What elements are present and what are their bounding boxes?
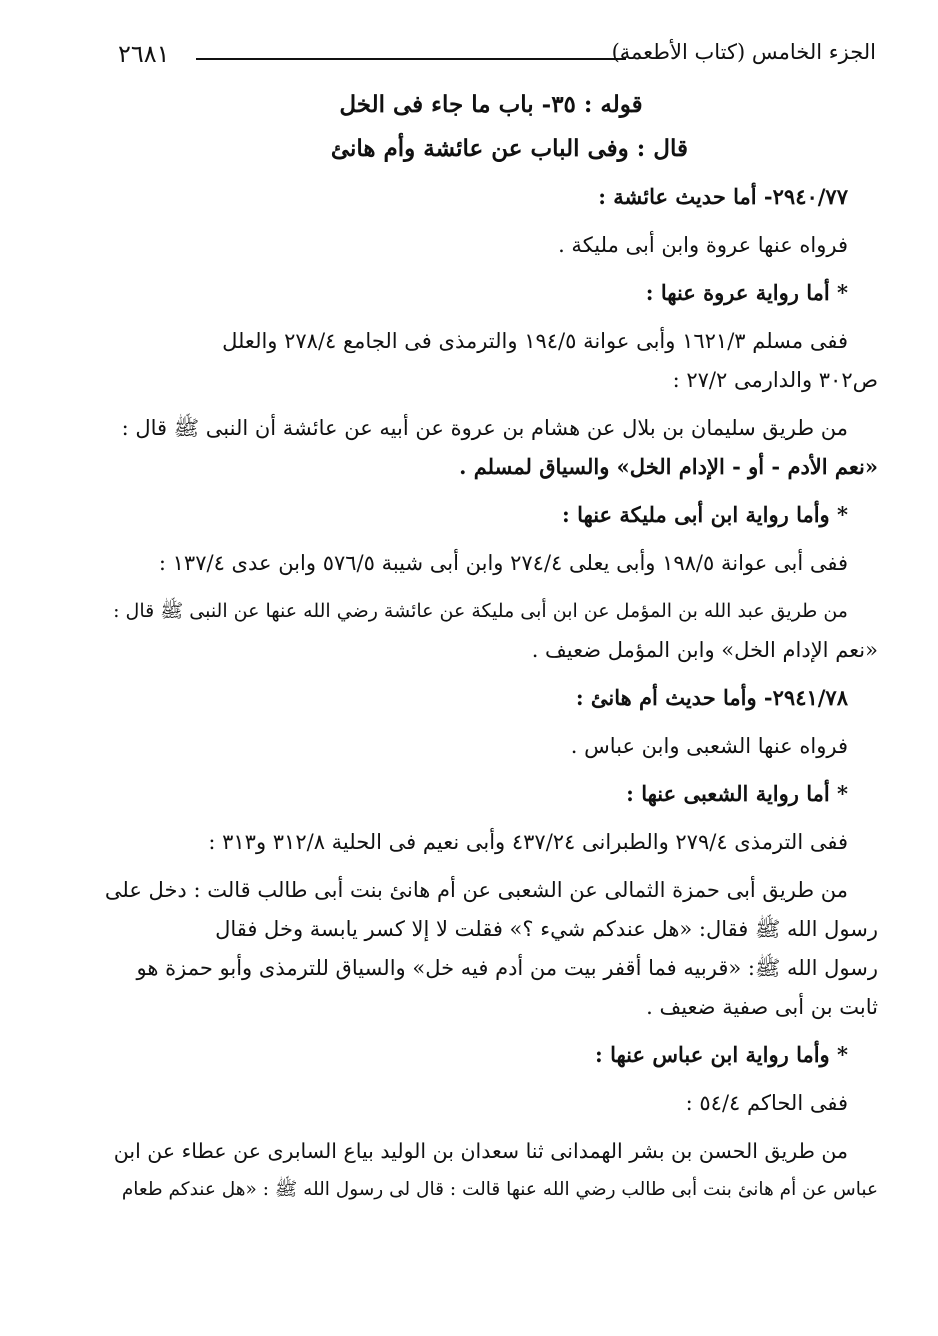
hadith-heading: ٢٩٤١/٧٨- وأما حديث أم هانئ : [575, 685, 848, 710]
text-line: «نعم الأدم - أو - الإدام الخل» والسياق لمسلم . [459, 454, 878, 479]
page-number: ٢٦٨١ [118, 40, 170, 68]
text-line: ثابت بن أبى صفية ضعيف . [646, 995, 878, 1019]
text-line: من طريق أبى حمزة الثمالى عن الشعبى عن أم هانئ بنت أبى طالب قالت : دخل على [104, 878, 848, 902]
text-line: ففى أبى عوانة ١٩٨/٥ وأبى يعلى ٢٧٤/٤ وابن أبى شيبة ٥٧٦/٥ وابن عدى ١٣٧/٤ : [158, 551, 848, 575]
text-line: ففى مسلم ١٦٢١/٣ وأبى عوانة ١٩٤/٥ والترمذى فى الجامع ٢٧٨/٤ والعلل [222, 329, 848, 353]
text-line: من طريق الحسن بن بشر الهمدانى ثنا سعدان بن الوليد بياع السابرى عن عطاء عن ابن [113, 1139, 848, 1163]
header-rule [196, 58, 626, 60]
text-line: ففى الحاكم ٥٤/٤ : [685, 1091, 848, 1115]
text-line: رسول الله ﷺ: «قربيه فما أقفر بيت من أدم فيه خل» والسياق للترمذى وأبو حمزة هو [136, 956, 878, 980]
text-line: رسول الله ﷺ فقال: «هل عندكم شيء ؟» فقلت لا إلا كسر يابسة وخل فقال [215, 917, 878, 941]
header-title: الجزء الخامس (كتاب الأطعمة) [611, 40, 876, 64]
text-line: من طريق عبد الله بن المؤمل عن ابن أبى مليكة عن عائشة رضي الله عنها عن النبى ﷺ قال : [113, 600, 848, 622]
text-line: ص٣٠٢ والدارمى ٢٧/٢ : [672, 368, 878, 392]
chapter-subheading: قال : وفى الباب عن عائشة وأم هانئ [330, 135, 688, 162]
text-line: من طريق سليمان بن بلال عن هشام بن عروة عن أبيه عن عائشة أن النبى ﷺ قال : [121, 416, 848, 440]
text-line: ففى الترمذى ٢٧٩/٤ والطبرانى ٤٣٧/٢٤ وأبى نعيم فى الحلية ٣١٢/٨ و٣١٣ : [208, 830, 848, 854]
text-line: فرواه عنها الشعبى وابن عباس . [570, 734, 848, 758]
section-heading: * وأما رواية ابن أبى مليكة عنها : [562, 502, 848, 527]
section-heading: * أما رواية عروة عنها : [645, 280, 848, 305]
text-line: فرواه عنها عروة وابن أبى مليكة . [558, 233, 848, 257]
section-heading: * وأما رواية ابن عباس عنها : [595, 1042, 848, 1067]
chapter-heading: قوله : ٣٥- باب ما جاء فى الخل [339, 91, 643, 118]
text-line: «نعم الإدام الخل» وابن المؤمل ضعيف . [531, 638, 878, 662]
page-body [104, 84, 878, 1203]
text-line: عباس عن أم هانئ بنت أبى طالب رضي الله عنها قالت : قال لى رسول الله ﷺ : «هل عندكم طعام [121, 1179, 878, 1200]
section-heading: * أما رواية الشعبى عنها : [626, 781, 848, 806]
hadith-heading: ٢٩٤٠/٧٧- أما حديث عائشة : [598, 184, 848, 209]
running-header [108, 36, 876, 76]
